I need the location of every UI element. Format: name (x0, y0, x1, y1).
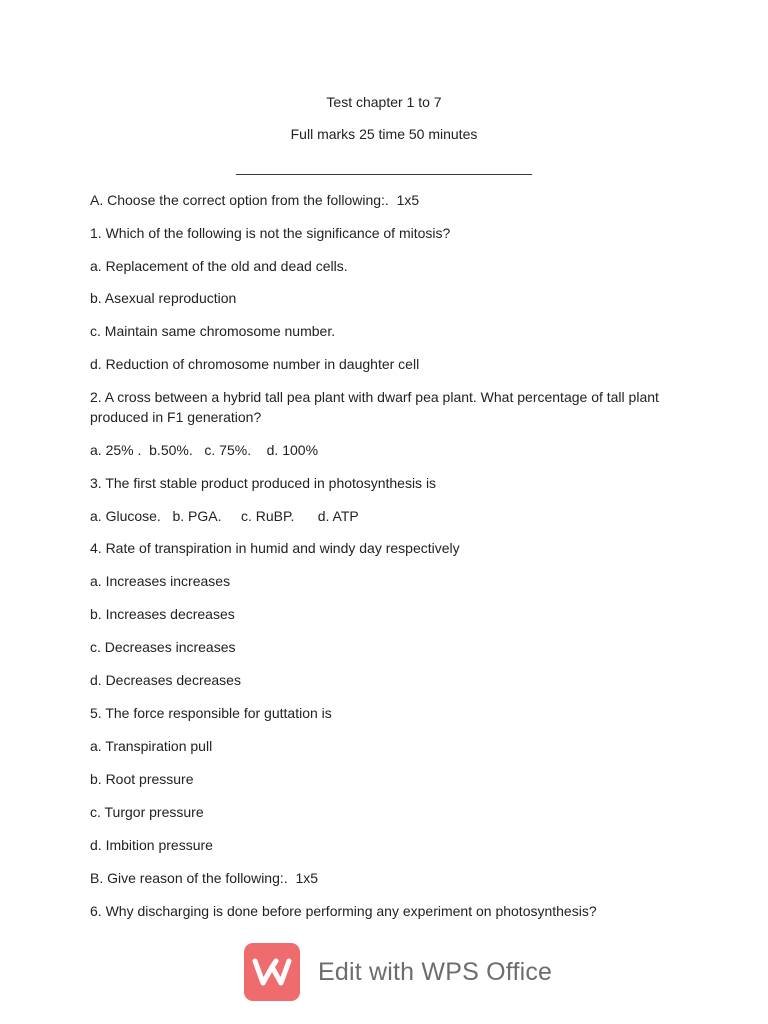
question-3: 3. The first stable product produced in photosynthesis is (90, 475, 437, 491)
option-1c: c. Maintain same chromosome number. (90, 323, 336, 339)
options-3: a. Glucose. b. PGA. c. RuBP. d. ATP (90, 508, 359, 524)
option-1d: d. Reduction of chromosome number in daughter cell (90, 356, 420, 372)
question-6: 6. Why discharging is done before performing any experiment on photosynthesis? (90, 903, 597, 919)
section-a-heading: A. Choose the correct option from the following:. 1x5 (90, 192, 420, 208)
option-1a: a. Replacement of the old and dead cells. (90, 258, 348, 274)
option-5c: c. Turgor pressure (90, 804, 204, 820)
option-4a: a. Increases increases (90, 573, 231, 589)
page-subtitle: Full marks 25 time 50 minutes (290, 126, 478, 142)
wps-w-icon (252, 957, 292, 987)
option-4b: b. Increases decreases (90, 606, 235, 622)
page-title: Test chapter 1 to 7 (326, 94, 442, 110)
edit-with-wps-banner[interactable] (244, 943, 552, 1001)
option-4c: c. Decreases increases (90, 639, 236, 655)
question-1: 1. Which of the following is not the significance of mitosis? (90, 225, 451, 241)
option-5b: b. Root pressure (90, 771, 194, 787)
question-4: 4. Rate of transpiration in humid and windy day respectively (90, 540, 460, 556)
option-4d: d. Decreases decreases (90, 672, 241, 688)
section-b-heading: B. Give reason of the following:. 1x5 (90, 870, 319, 886)
edit-with-wps-label[interactable]: Edit with WPS Office (318, 957, 553, 986)
question-2: 2. A cross between a hybrid tall pea plant with dwarf pea plant. What percentage of tall plant produced in F1 generation? (90, 389, 663, 425)
options-2: a. 25% . b.50%. c. 75%. d. 100% (90, 442, 319, 458)
question-5: 5. The force responsible for guttation is (90, 705, 332, 721)
option-5a: a. Transpiration pull (90, 738, 213, 754)
option-5d: d. Imbition pressure (90, 837, 213, 853)
option-1b: b. Asexual reproduction (90, 290, 237, 306)
wps-logo-icon[interactable] (244, 943, 300, 1001)
title-rule: ______________________________________ (236, 159, 532, 175)
